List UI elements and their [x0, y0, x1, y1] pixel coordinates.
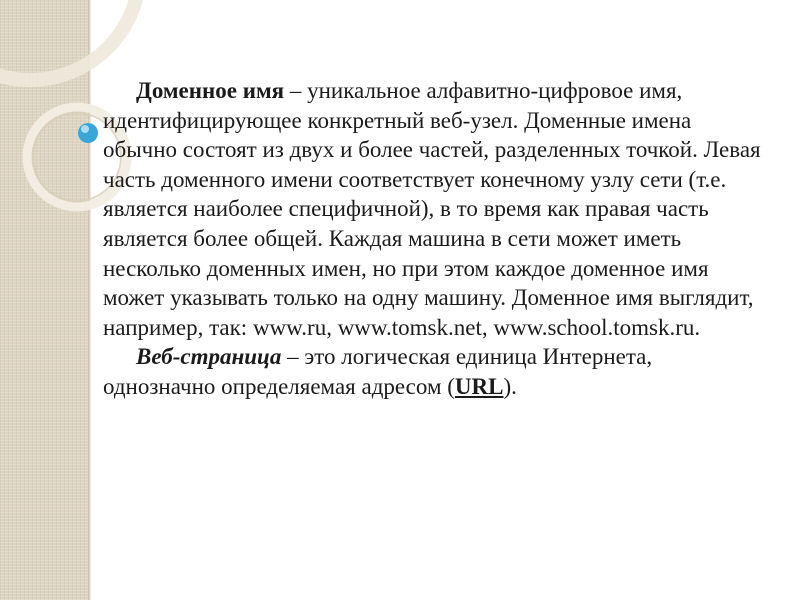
term-web-page: Веб-страница: [136, 344, 282, 370]
term-domain-name: Доменное имя: [136, 78, 285, 103]
domain-name-definition: – уникальное алфавитно-цифровое имя, идентифицирующее конкретный веб-узел. Доменные имена обычно состоят из двух и более частей, разделенных точкой. Левая часть доменного имени соответствует конечному узлу сети (т.е. является наиболее специфичной), в то время как правая часть является более общей. Каждая машина в сети может иметь несколько доменных имен, но при этом каждое доменное имя может указывать только на одну машину. Доменное имя выглядит, например, так: www.ru, www.tomsk.net, www.school.tomsk.ru.: [103, 78, 761, 340]
web-page-definition: – это логическая единица Интернета, однозначно определяемая адресом (: [103, 344, 653, 399]
web-page-definition-end: ).: [503, 373, 517, 399]
slide-body-text: [103, 76, 763, 402]
large-ring: [0, 0, 140, 80]
paragraph-domain-name: [103, 76, 763, 342]
bullet-dot-icon: [78, 123, 98, 143]
url-abbreviation: URL: [454, 373, 504, 399]
paragraph-web-page: [103, 342, 763, 401]
